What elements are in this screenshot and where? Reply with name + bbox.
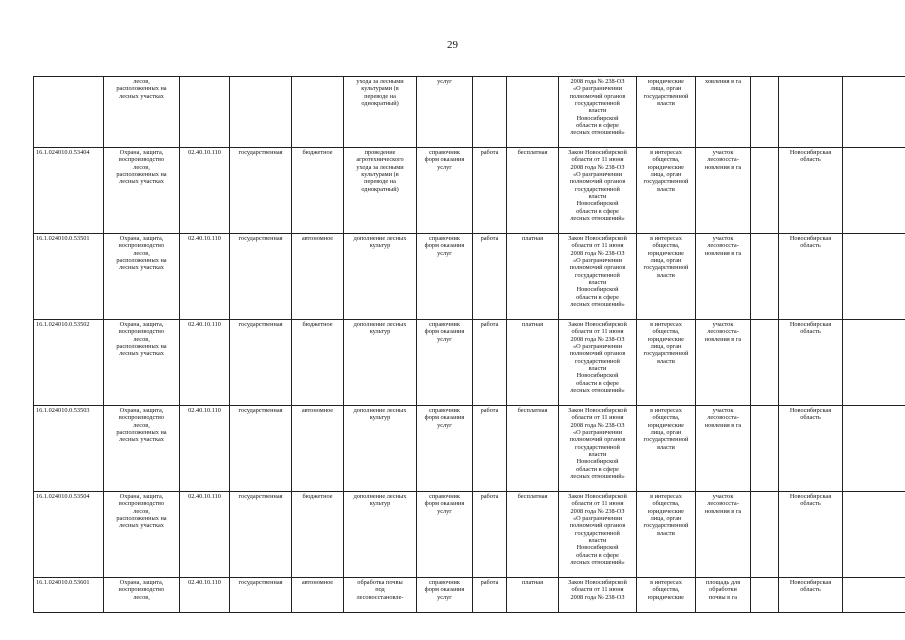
cell-legal-basis: Закон Новосибирской области от 11 июня 2008 года № 238-ОЗ «О разграничении полномочий органов государственной власти Новосибирской области в сфере лесных отношений» (559, 234, 637, 320)
cell-note (843, 320, 905, 406)
cell-territory: Новосибирская область (779, 406, 843, 492)
cell-territory: Новосибирская область (779, 234, 843, 320)
registry-table (33, 76, 905, 613)
cell-okved: 02.40.10.110 (180, 148, 230, 234)
cell-form: справочник форм оказания услуг (417, 578, 473, 613)
cell-payment: бесплатная (507, 492, 559, 578)
cell-unit: участок лесовосста- новления в га (696, 492, 751, 578)
cell-content: проведение агротехнического ухода за лесными культурами (в переводе на однократный) (344, 148, 417, 234)
cell-legal-basis: Закон Новосибирской области от 11 июня 2008 года № 238-ОЗ «О разграничении полномочий органов государственной власти Новосибирской области в сфере лесных отношений» (559, 148, 637, 234)
cell-kind: работа (473, 578, 507, 613)
cell-territory: Новосибирская область (779, 320, 843, 406)
cell-inst-type: автономное (292, 234, 344, 320)
cell-note (843, 148, 905, 234)
table-row (34, 234, 905, 320)
cell-inst-type: автономное (292, 406, 344, 492)
cell-code: 16.1.024010.0.53504 (34, 492, 104, 578)
cell-kind: работа (473, 406, 507, 492)
cell-content: дополнение лесных культур (344, 406, 417, 492)
cell-ownership: государственная (230, 320, 292, 406)
cell-legal-basis: Закон Новосибирской области от 11 июня 2008 года № 238-ОЗ «О разграничении полномочий органов государственной власти Новосибирской области в сфере лесных отношений» (559, 406, 637, 492)
cell-ownership: государственная (230, 406, 292, 492)
cell-code (34, 77, 104, 148)
cell-consumers: юридические лица, орган государственной власти (637, 77, 696, 148)
cell-extra (751, 578, 779, 613)
cell-ownership: государственная (230, 148, 292, 234)
cell-inst-type (292, 77, 344, 148)
cell-name: Охрана, защита, воспроизводство лесов, (104, 578, 180, 613)
cell-extra (751, 77, 779, 148)
cell-extra (751, 148, 779, 234)
cell-territory (779, 77, 843, 148)
cell-consumers: в интересах общества, юридические (637, 578, 696, 613)
cell-legal-basis: 2008 года № 238-ОЗ «О разграничении полномочий органов государственной власти Новосибирской области в сфере лесных отношений» (559, 77, 637, 148)
page-number: 29 (447, 39, 458, 51)
cell-unit: участок лесовосста- новления в га (696, 148, 751, 234)
cell-consumers: в интересах общества, юридические лица, орган государственной власти (637, 406, 696, 492)
cell-ownership (230, 77, 292, 148)
cell-legal-basis: Закон Новосибирской области от 11 июня 2008 года № 238-ОЗ «О разграничении полномочий органов государственной власти Новосибирской области в сфере лесных отношений» (559, 320, 637, 406)
cell-form: справочник форм оказания услуг (417, 234, 473, 320)
cell-payment: платная (507, 234, 559, 320)
cell-note (843, 406, 905, 492)
cell-code: 16.1.024010.0.53601 (34, 578, 104, 613)
cell-note (843, 234, 905, 320)
table-row (34, 578, 905, 613)
cell-kind: работа (473, 148, 507, 234)
cell-okved: 02.40.10.110 (180, 492, 230, 578)
cell-form: справочник форм оказания услуг (417, 148, 473, 234)
cell-territory: Новосибирская область (779, 492, 843, 578)
cell-name: Охрана, защита, воспроизводство лесов, расположенных на лесных участках (104, 406, 180, 492)
cell-okved: 02.40.10.110 (180, 320, 230, 406)
cell-form: справочник форм оказания услуг (417, 320, 473, 406)
cell-consumers: в интересах общества, юридические лица, орган государственной власти (637, 234, 696, 320)
cell-extra (751, 320, 779, 406)
cell-unit: площадь для обработки почвы в га (696, 578, 751, 613)
cell-note (843, 77, 905, 148)
cell-ownership: государственная (230, 492, 292, 578)
cell-name: лесов, расположенных на лесных участках (104, 77, 180, 148)
cell-unit: ховления в га (696, 77, 751, 148)
cell-consumers: в интересах общества, юридические лица, орган государственной власти (637, 492, 696, 578)
table-row (34, 77, 905, 148)
cell-okved (180, 77, 230, 148)
cell-code: 16.1.024010.0.53503 (34, 406, 104, 492)
cell-extra (751, 234, 779, 320)
cell-okved: 02.40.10.110 (180, 406, 230, 492)
table-row (34, 406, 905, 492)
cell-kind: работа (473, 492, 507, 578)
cell-territory: Новосибирская область (779, 148, 843, 234)
cell-form: справочник форм оказания услуг (417, 492, 473, 578)
cell-name: Охрана, защита, воспроизводство лесов, расположенных на лесных участках (104, 492, 180, 578)
cell-payment (507, 77, 559, 148)
cell-payment: бесплатная (507, 406, 559, 492)
cell-code: 16.1.024010.0.53404 (34, 148, 104, 234)
cell-content: дополнение лесных культур (344, 320, 417, 406)
table-row (34, 320, 905, 406)
cell-payment: платная (507, 320, 559, 406)
cell-name: Охрана, защита, воспроизводство лесов, расположенных на лесных участках (104, 320, 180, 406)
cell-unit: участок лесовосста- новления в га (696, 320, 751, 406)
cell-note (843, 492, 905, 578)
cell-inst-type: бюджетное (292, 492, 344, 578)
cell-territory: Новосибирская область (779, 578, 843, 613)
cell-okved: 02.40.10.110 (180, 234, 230, 320)
cell-code: 16.1.024010.0.53501 (34, 234, 104, 320)
cell-ownership: государственная (230, 234, 292, 320)
cell-ownership: государственная (230, 578, 292, 613)
cell-name: Охрана, защита, воспроизводство лесов, расположенных на лесных участках (104, 234, 180, 320)
cell-kind: работа (473, 320, 507, 406)
cell-content: дополнение лесных культур (344, 492, 417, 578)
cell-note (843, 578, 905, 613)
cell-kind: работа (473, 234, 507, 320)
cell-unit: участок лесовосста- новления в га (696, 406, 751, 492)
cell-consumers: в интересах общества, юридические лица, орган государственной власти (637, 148, 696, 234)
cell-content: дополнение лесных культур (344, 234, 417, 320)
cell-okved: 02.40.10.110 (180, 578, 230, 613)
cell-name: Охрана, защита, воспроизводство лесов, расположенных на лесных участках (104, 148, 180, 234)
cell-legal-basis: Закон Новосибирской области от 11 июня 2008 года № 238-ОЗ (559, 578, 637, 613)
cell-extra (751, 406, 779, 492)
cell-inst-type: автономное (292, 578, 344, 613)
cell-content: обработка почвы под лесовосстановле- (344, 578, 417, 613)
cell-legal-basis: Закон Новосибирской области от 11 июня 2008 года № 238-ОЗ «О разграничении полномочий органов государственной власти Новосибирской области в сфере лесных отношений» (559, 492, 637, 578)
cell-payment: платная (507, 578, 559, 613)
cell-unit: участок лесовосста- новления в га (696, 234, 751, 320)
cell-kind (473, 77, 507, 148)
table-row (34, 492, 905, 578)
cell-content: ухода за лесными культурами (в переводе на однократный) (344, 77, 417, 148)
cell-consumers: в интересах общества, юридические лица, орган государственной власти (637, 320, 696, 406)
cell-extra (751, 492, 779, 578)
cell-form: справочник форм оказания услуг (417, 406, 473, 492)
cell-inst-type: бюджетное (292, 148, 344, 234)
table-row (34, 148, 905, 234)
cell-code: 16.1.024010.0.53502 (34, 320, 104, 406)
cell-form: услуг (417, 77, 473, 148)
cell-inst-type: бюджетное (292, 320, 344, 406)
cell-payment: бесплатная (507, 148, 559, 234)
